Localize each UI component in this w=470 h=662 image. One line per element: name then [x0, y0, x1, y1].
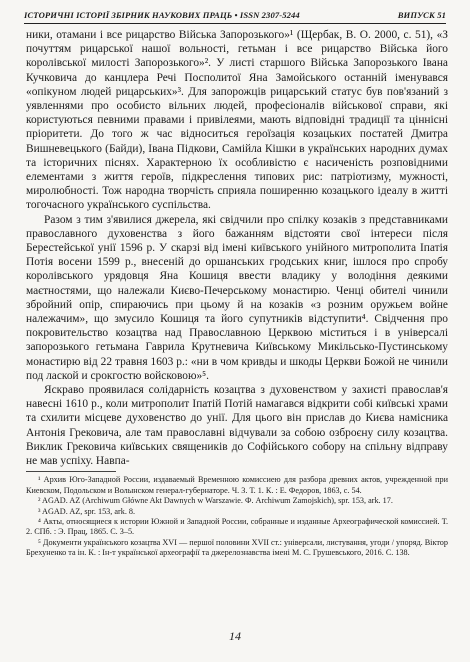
body-text [26, 28, 448, 559]
page-number: 14 [229, 629, 241, 643]
footnote: ³ AGAD. AZ, spr. 153, ark. 8. [38, 506, 136, 516]
header-rule [24, 23, 446, 24]
footnotes [26, 475, 448, 558]
footnote: ² AGAD. AZ (Archiwum Główne Akt Dawnych w Warszawie. Ф. Archiwum Zamojskich), spr. 153, ark. 17. [38, 496, 393, 506]
paragraph: Яскраво проявилася солідарність козацтва з духовенством у захисті православ'я навесні 1610 р., коли митрополит Іпатій Потій намагався відкрити собі київські храми та схилити місцеве духовенство до унії. Для цього він прислав до Києва намісника Антонія Грековича, але там православні відчували за собою озброєну силу козацтва. Виклик Грековича київських священиків до Софійського собору на спільну відправу не мав успіху. Навпа- [26, 384, 448, 468]
footnote: ¹ Архив Юго-Западной России, издаваемый Временною комиссиею для разбора древних актов, учрежденной при Киевском, Подольском и Волынском генерал-губернаторе. Ч. 3. Т. 1. К. : Е. Федоров, 1863, с. 54. [26, 475, 448, 495]
paragraph: Разом з тим з'явилися джерела, які свідчили про спілку козаків з представниками православного духовенства з його бажанням відстояти свої інтереси після Берестейської унії 1596 р. У скарзі від імені київського унійного митрополита Іпатія Потія восени 1599 р., внесеній до оршанських гродських книг, ішлося про спробу королівського урядовця Яна Кошиця ввести владику у володіння деякими маєтностями, що належали Києво-Печерському монастирю. Ченці обителі чинили збройний опір, спираючись при цьому й на козаків «з розним оружьем войне належачим», що змусило Кошиця та його супутників відступити⁴. Свідчення про покровительство козацтва над Православною Церквою міститься і в універсалі запорозького гетьмана Гаврила Крутневича Київському Микільсько-Пустинському монастирю від 22 травня 1603 р.: «ни в чом кривды и шкоды Церкви Божой не чинили под лаской и срокгостю войсковою»⁵. [26, 213, 448, 382]
paragraph: ники, отамани і все рицарство Війська Запорозького»¹ (Щербак, В. О. 2000, с. 51), «З почуттям рицарської нашої вольності, гетьман і все рицарство Війська його королівської милості Запорозького»². У листі старшого Війська Запорозького Івана Кучковича до канцлера Речі Посполитої Яна Замойського останній іменувався «опікуном людей рицарських»³. Для запорожців рицарський статус був пов'язаний з уявленнями про особисто вільних людей, професіоналів військової справи, які користуються певними правами і привілеями, мають відповідні традиції та ціннісні пріоритети. До того ж час відноситься героїзація козацьких постатей Дмитра Вишневецького (Байди), Івана Підкови, Самійла Кішки в українських народних думах та історичних піснях. Характерною їх особливістю є насиченість розповідними елементами з життя героїв, підкреслення типових рис: патріотизму, мужності, миролюбності. Тож народна творчість сприяла поширенню козацького ідеалу в житті тогочасного українського суспільства. [26, 29, 448, 212]
journal-title: ІСТОРИЧНІ ІСТОРІЇ ЗБІРНИК НАУКОВИХ ПРАЦЬ • ISSN 2307-5244 [24, 10, 300, 20]
issue-number: ВИПУСК 51 [397, 10, 446, 20]
footnote-rule [26, 471, 116, 472]
footnote: ⁵ Документи українського козацтва XVI — першої половини XVII ст.: універсали, листування, угоди / упоряд. Віктор Брехуненко та ін. К. : Ін-т української археографії та джерелознавства імені М. С. Грушевського, 2016. С. 138. [26, 537, 448, 558]
footnote: ⁴ Акты, относящиеся к истории Южной и Западной России, собранные и изданные Археографической комиссией. Т. 2. СПб. : Э. Прац, 1865. С. 3–5. [26, 516, 448, 537]
running-header [24, 10, 446, 20]
